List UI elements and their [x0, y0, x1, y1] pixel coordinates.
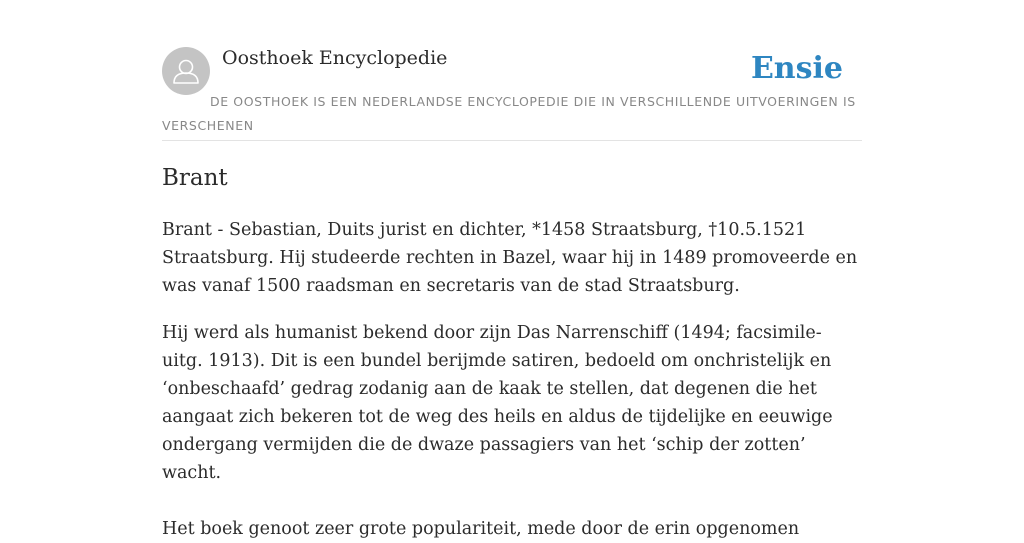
user-icon — [162, 47, 210, 95]
source-description: DE OOSTHOEK IS EEN NEDERLANDSE ENCYCLOPEDIE DIE IN VERSCHILLENDE UITVOERINGEN IS VERSCHENEN — [162, 94, 856, 133]
article-paragraph-1: Brant - Sebastian, Duits jurist en dichter, *1458 Straatsburg, †10.5.1521 Straatsburg. Hij studeerde rechten in Bazel, waar hij in 1489 promoveerde en was vanaf 1500 raadsman en secretaris van de stad Straatsburg. — [162, 220, 858, 296]
article-paragraph-2: Hij werd als humanist bekend door zijn Das Narrenschiff (1494; facsimile-uitg. 1913). Dit is een bundel berijmde satiren, bedoeld om onchristelijk en ‘onbeschaafd’ gedrag zodanig aan de kaak te stellen, dat degenen die het aangaat zich bekeren tot de weg des heils en aldus de tijdelijke en eeuwige ondergang vermijden die de dwaze passagiers van het ‘schip der zotten’ wacht. — [162, 323, 833, 483]
article — [162, 160, 862, 543]
avatar[interactable] — [162, 47, 210, 95]
source-name-link[interactable]: Oosthoek Encyclopedie — [222, 47, 448, 69]
brand-logo[interactable]: Ensie — [750, 51, 843, 86]
source-header — [162, 46, 862, 141]
article-title: Brant — [162, 165, 228, 191]
article-paragraph-3: Het boek genoot zeer grote populariteit, mede door de erin opgenomen — [162, 519, 800, 539]
